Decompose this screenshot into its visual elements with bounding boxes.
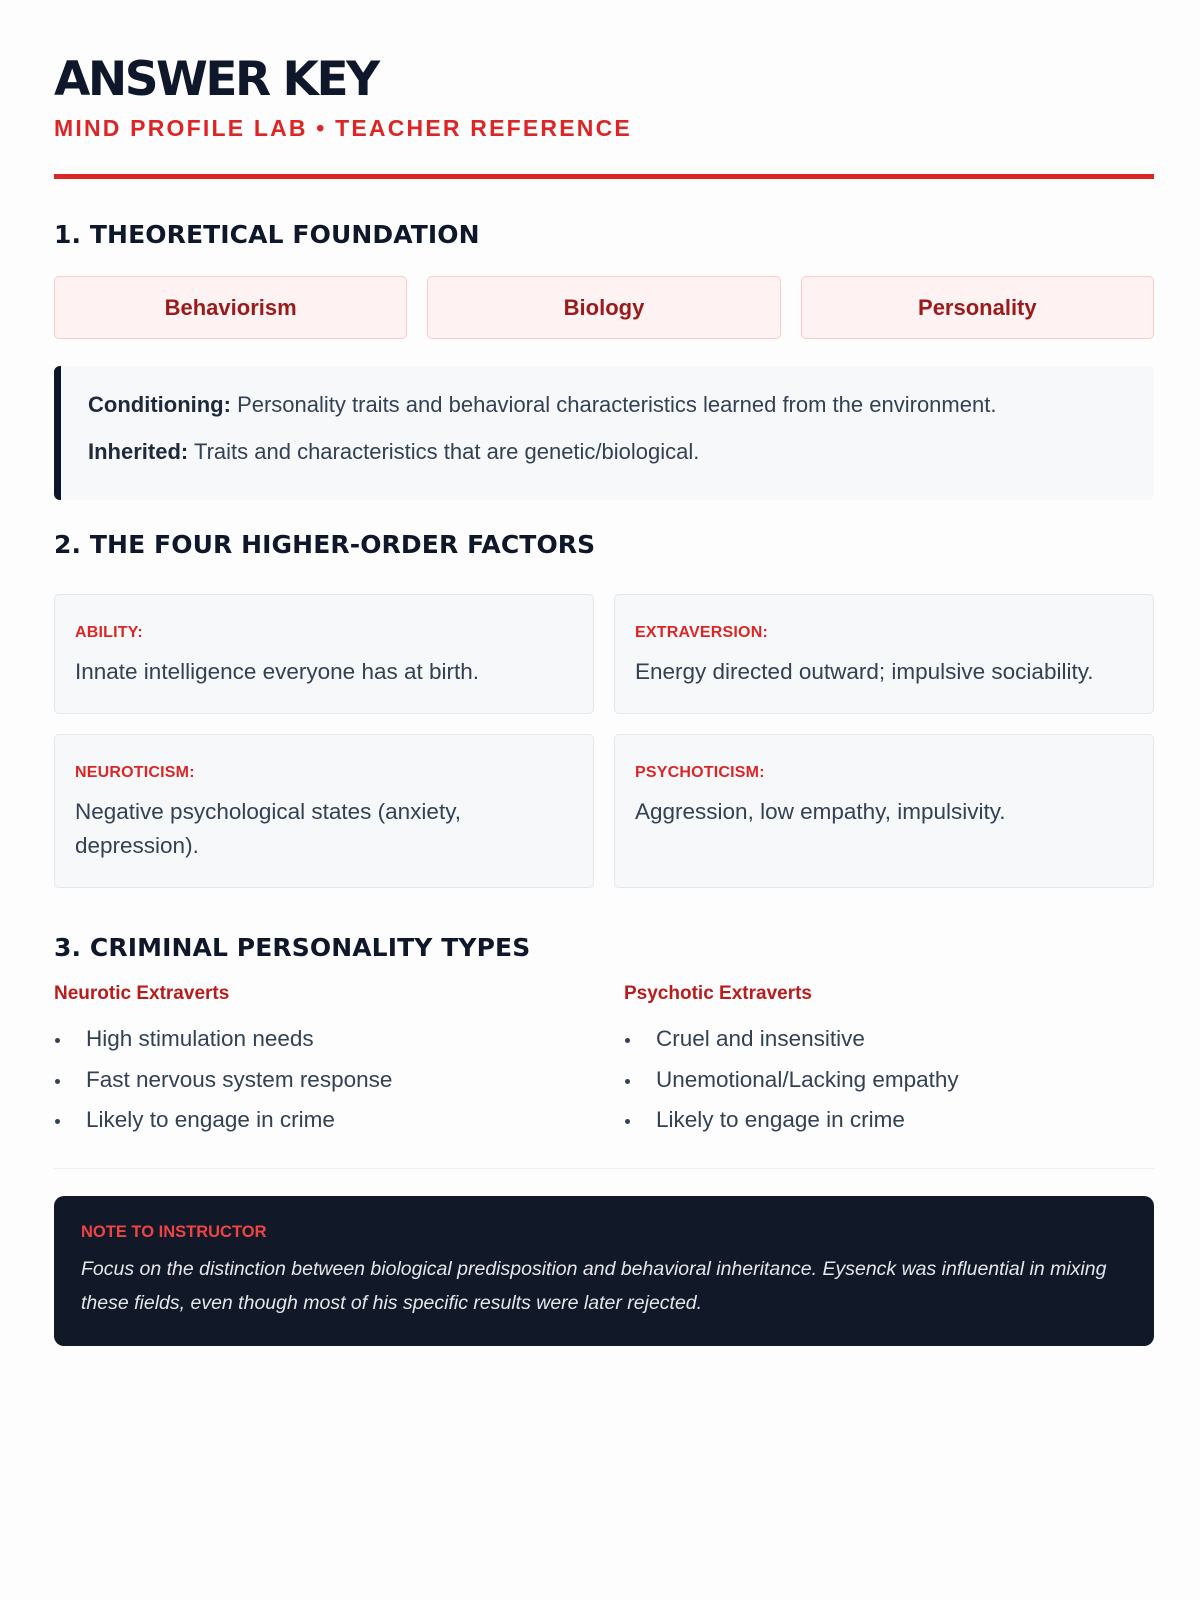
instructor-note: [54, 1196, 1154, 1346]
page-subtitle: MIND PROFILE LAB • TEACHER REFERENCE: [54, 115, 632, 141]
factor-text: Innate intelligence everyone has at birth.: [75, 659, 480, 684]
pill-biology: Biology: [427, 276, 780, 339]
factor-label: NEUROTICISM:: [75, 764, 195, 781]
definition-inherited: [88, 441, 1124, 488]
note-text: Focus on the distinction between biological predisposition and behavioral inheritance. Eysenck was influential in mixing these fields, even though most of his specific results were later rejected.: [81, 1257, 1107, 1314]
type-list: [624, 1019, 1164, 1141]
factor-text: Energy directed outward; impulsive sociability.: [635, 659, 1094, 684]
list-item: Likely to engage in crime: [54, 1100, 594, 1141]
factor-text: Aggression, low empathy, impulsivity.: [635, 799, 1006, 824]
type-title: Psychotic Extraverts: [624, 983, 812, 1004]
factor-label: ABILITY:: [75, 624, 143, 641]
pill-personality: Personality: [801, 276, 1154, 339]
type-title: Neurotic Extraverts: [54, 983, 230, 1004]
type-list: [54, 1019, 594, 1141]
list-item: Cruel and insensitive: [624, 1019, 1164, 1060]
type-column-psychotic: [624, 984, 1164, 1141]
factor-card-psychoticism: [614, 734, 1154, 888]
section-3-heading: 3. CRIMINAL PERSONALITY TYPES: [54, 933, 531, 962]
section-divider: [54, 1168, 1154, 1169]
list-item: Unemotional/Lacking empathy: [624, 1060, 1164, 1101]
factor-text: Negative psychological states (anxiety, depression).: [75, 799, 462, 858]
list-item: Likely to engage in crime: [624, 1100, 1164, 1141]
factor-card-ability: [54, 594, 594, 714]
factor-card-neuroticism: [54, 734, 594, 888]
note-label: NOTE TO INSTRUCTOR: [81, 1223, 267, 1241]
definition-conditioning: [88, 394, 1124, 441]
type-column-neurotic: [54, 984, 594, 1141]
header-divider: [54, 174, 1154, 179]
definitions-box: [54, 366, 1154, 500]
factor-label: PSYCHOTICISM:: [635, 764, 765, 781]
foundation-pills: [54, 276, 1154, 339]
page-title: ANSWER KEY: [54, 52, 378, 107]
pill-behaviorism: Behaviorism: [54, 276, 407, 339]
list-item: High stimulation needs: [54, 1019, 594, 1060]
section-1-heading: 1. THEORETICAL FOUNDATION: [54, 220, 480, 249]
definition-term: Conditioning:: [88, 392, 231, 417]
list-item: Fast nervous system response: [54, 1060, 594, 1101]
factor-label: EXTRAVERSION:: [635, 624, 768, 641]
factor-card-extraversion: [614, 594, 1154, 714]
definition-term: Inherited:: [88, 439, 189, 464]
section-2-heading: 2. THE FOUR HIGHER-ORDER FACTORS: [54, 530, 596, 559]
definition-text: Traits and characteristics that are genetic/biological.: [188, 439, 700, 464]
definition-text: Personality traits and behavioral characteristics learned from the environment.: [230, 392, 997, 417]
